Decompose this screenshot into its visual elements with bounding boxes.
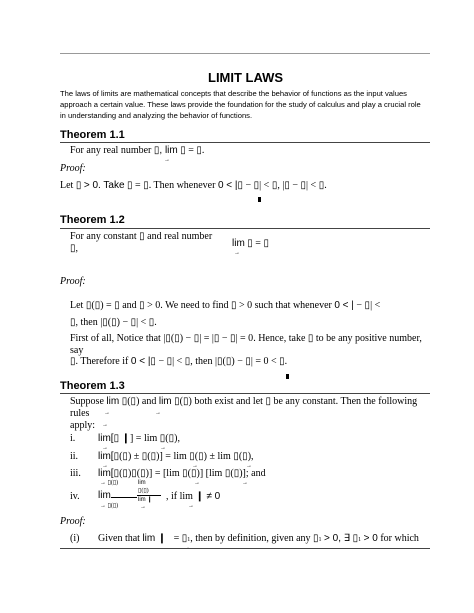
theorem-1-1-proof-line: Let ▯ > 0. Take ▯ = ▯. Then whenever 0 < |▯ − ▯| < ▯, |▯ − ▯| < ▯. (60, 180, 327, 191)
theorem-1-2-proof-line-4: say (70, 345, 84, 356)
theorem-1-3-arrow-2: → (155, 410, 161, 416)
rule-iii-formula: lim[▯(▯)▯(▯)] = [lim ▯(▯)] [lim ▯(▯)]; and (98, 468, 266, 479)
rule-i: i. (70, 433, 76, 444)
rule-i-formula: lim[▯ ❙] = lim ▯(▯), (98, 433, 180, 444)
theorem-1-2-proof-line-1: Let ▯(▯) = ▯ and ▯ > 0. We need to find ▯ > 0 such that whenever 0 < | − ▯| < (70, 300, 381, 311)
theorem-1-2-statement-2: ▯, (70, 243, 79, 254)
theorem-1-2-lim-arrow: → (234, 250, 240, 256)
theorem-1-1-lim-arrow: → (164, 157, 170, 163)
rule-iv-arrow-1: → ▯(▯) (100, 502, 119, 509)
rule-ii-arrow-2: → (192, 463, 198, 469)
rule-iv-lim: lim (98, 490, 137, 502)
intro-line-2: approach a certain value. These laws provide the foundation for the study of calculus and play a crucial role (60, 100, 421, 109)
rule-ii: ii. (70, 451, 79, 462)
bottom-rule (60, 548, 430, 549)
rule-iv: iv. (70, 491, 80, 502)
proof-i-line: Given that lim ❙ = ▯1, then by definition, given any ▯1 > 0, ∃ ▯1 > 0 for which (98, 533, 419, 544)
theorem-1-2-heading: Theorem 1.2 (60, 214, 125, 226)
theorem-1-3-statement-3: apply: (70, 420, 95, 431)
theorem-1-3-rule (60, 393, 430, 394)
theorem-1-2-proof-line-3: First of all, Notice that |▯(▯) − ▯| = |▯ − ▯| = 0. Hence, take ▯ to be any positive number, (70, 333, 422, 344)
theorem-1-3-statement-2: rules (70, 408, 90, 419)
theorem-1-1-rule (60, 142, 430, 143)
qed-mark-2 (286, 374, 289, 379)
theorem-1-2-proof-line-2: ▯, then |▯(▯) − ▯| < ▯. (70, 317, 157, 328)
theorem-1-1-proof-label: Proof: (60, 163, 86, 174)
theorem-1-1-heading: Theorem 1.1 (60, 129, 125, 141)
top-rule (60, 53, 430, 54)
rule-iii: iii. (70, 468, 81, 479)
rule-iv-frac-bar (137, 495, 161, 496)
rule-ii-arrow-1: → (102, 463, 108, 469)
theorem-1-2-rule (60, 228, 430, 229)
rule-iv-arrow-3: → (188, 503, 194, 509)
theorem-1-3-statement-1: Suppose lim ▯(▯) and lim ▯(▯) both exist and let ▯ be any constant. Then the following (70, 396, 418, 407)
theorem-1-3-arrow-1: → (104, 410, 110, 416)
rule-ii-formula: lim[▯(▯) ± ▯(▯)] = lim ▯(▯) ± lim ▯(▯), (98, 451, 254, 462)
rule-iii-arrow-1: → ▯(▯) (100, 479, 119, 486)
rule-iv-condition: , if lim ❙ ≠ 0 (166, 491, 221, 502)
rule-iv-frac-mid: ▯(▯) (138, 487, 149, 494)
page-title: LIMIT LAWS (208, 70, 284, 85)
theorem-1-1-statement: For any real number ▯, lim ▯ = ▯. (70, 145, 205, 156)
theorem-1-2-formula: lim ▯ = ▯ (232, 238, 269, 249)
theorem-1-3-heading: Theorem 1.3 (60, 380, 125, 392)
rule-i-arrow-1: → (102, 445, 108, 451)
theorem-1-3-arrow-3: → (102, 422, 108, 428)
intro-line-3: in understanding and analyzing the behavior of functions. (60, 111, 253, 120)
theorem-1-3-proof-label: Proof: (60, 516, 86, 527)
qed-mark-1 (258, 197, 261, 202)
theorem-1-2-proof-line-5: ▯. Therefore if 0 < |▯ − ▯| < ▯, then |▯(▯) − ▯| = 0 < ▯. (70, 356, 288, 367)
rule-ii-arrow-3: → (246, 463, 252, 469)
rule-i-arrow-2: → (160, 445, 166, 451)
proof-i-label: (i) (70, 533, 80, 544)
rule-iv-arrow-2: → (140, 504, 146, 510)
rule-iii-arrow-3: → (242, 480, 248, 486)
rule-iii-arrow-2: → (194, 480, 200, 486)
proof-i-arrow: → (184, 545, 190, 551)
intro-line-1: The laws of limits are mathematical concepts that describe the behavior of functions as the input values (60, 89, 407, 98)
rule-iv-frac-top: lim (138, 480, 146, 486)
theorem-1-2-statement-1: For any constant ▯ and real number (70, 231, 213, 242)
rule-iv-frac-bot: lim ❙ (138, 497, 153, 503)
theorem-1-2-proof-label: Proof: (60, 276, 86, 287)
